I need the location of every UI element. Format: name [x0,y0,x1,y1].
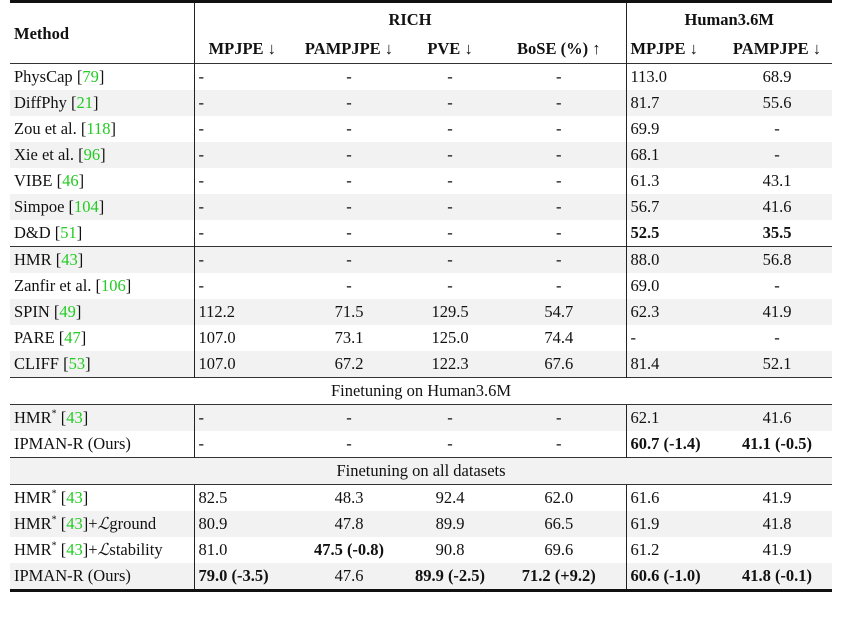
value-cell: - [346,171,352,190]
value-cell: 66.5 [492,511,626,537]
value-cell: 122.3 [408,351,492,378]
value-cell: 61.9 [626,511,722,537]
value-cell: 69.6 [544,540,574,559]
method-cell: Zou et al. [118] [14,119,117,138]
value-cell: 81.0 [194,537,290,563]
value-cell: - [194,273,290,299]
value-cell: - [492,405,626,432]
value-cell: 88.0 [626,247,722,274]
value-cell: 41.8 (-0.1) [722,563,832,591]
method-name: CLIFF [14,354,59,373]
table-row [10,485,832,512]
value-cell: - [194,64,290,91]
citation-link[interactable]: 43 [61,250,78,269]
method-name: D&D [14,223,51,242]
value-cell: - [556,223,562,242]
method-name: Xie et al. [14,145,75,164]
method-cell [10,431,194,458]
loss-symbol: ℒ [97,540,110,559]
table-row [10,220,832,247]
method-name: Zou et al. [14,119,77,138]
method-name: Zanfir et al. [14,276,92,295]
asterisk-mark: * [51,514,57,526]
table-row [10,511,832,537]
table-row [10,273,832,299]
value-cell: 71.2 (+9.2) [492,563,626,591]
value-cell: 89.9 (-2.5) [408,563,492,591]
value-cell: - [194,116,290,142]
method-name: HMR [14,250,52,269]
value-cell: 92.4 [408,485,492,512]
loss-name: stability [109,540,163,559]
table-row [10,325,832,351]
value-cell: 90.8 [435,540,465,559]
value-cell: - [626,325,722,351]
method-name: HMR [14,514,52,533]
method-cell: HMR* [43]+ℒground [10,511,194,537]
value-cell: - [408,194,492,220]
section-title-row [10,458,832,485]
value-cell: 43.1 [762,171,792,190]
value-cell: - [194,431,290,458]
asterisk-mark: * [51,540,57,552]
citation-link[interactable]: 53 [68,354,86,373]
method-cell: DiffPhy [21] [10,90,194,116]
value-cell: 74.4 [544,328,574,347]
value-cell: - [346,223,352,242]
value-cell: - [408,64,492,91]
value-cell: - [194,142,290,168]
value-cell: - [556,171,562,190]
method-cell: PhysCap [79] [10,64,194,91]
method-cell: HMR [43] [10,247,194,274]
citation-link[interactable]: 106 [101,276,126,295]
method-cell: SPIN [49] [10,299,194,325]
citation-link[interactable]: 43 [66,514,83,533]
value-cell: 61.3 [626,168,722,194]
citation-link[interactable]: 51 [60,223,77,242]
value-cell: 55.6 [722,90,832,116]
value-cell: - [346,276,352,295]
citation-link[interactable]: 43 [66,540,83,559]
value-cell: 81.4 [626,351,722,378]
value-cell: 41.9 [722,299,832,325]
value-cell: 62.1 [626,405,722,432]
citation-link[interactable]: 47 [64,328,81,347]
table-row [10,90,832,116]
value-cell: - [194,247,290,274]
value-cell: 52.1 [722,351,832,378]
value-cell: - [492,90,626,116]
value-cell: 81.7 [626,90,722,116]
value-cell: - [194,220,290,247]
value-cell: - [290,142,408,168]
value-cell: 82.5 [194,485,290,512]
value-cell: 112.2 [194,299,290,325]
value-cell: 56.7 [626,194,722,220]
value-cell: 69.9 [626,116,722,142]
value-cell: - [556,119,562,138]
method-cell: D&D [51] [14,223,83,242]
value-cell: - [492,194,626,220]
h36m-group-header: Human3.6M [626,2,832,36]
loss-symbol: ℒ [97,514,110,533]
value-cell: 79.0 (-3.5) [194,563,290,591]
section-title: Finetuning on Human3.6M [10,378,832,405]
value-cell: - [346,434,352,453]
method-cell: HMR* [43] [10,405,194,432]
value-cell: 67.2 [290,351,408,378]
value-cell: - [774,119,780,138]
value-cell: 73.1 [334,328,364,347]
value-cell: 41.6 [722,405,832,432]
value-cell: 60.7 (-1.4) [626,431,722,458]
value-cell: - [447,171,453,190]
value-cell: 80.9 [194,511,290,537]
value-cell: 52.5 [626,220,722,247]
value-cell: - [408,142,492,168]
col-h36m-mpjpe: MPJPE ↓ [626,35,722,64]
value-cell: 56.8 [722,247,832,274]
citation-link[interactable]: 118 [86,119,111,138]
loss-name: ground [109,514,157,533]
citation-link[interactable]: 43 [66,488,83,507]
results-table [10,0,832,592]
value-cell: 67.6 [492,351,626,378]
table-row [10,563,832,591]
rich-group-header: RICH [194,2,626,36]
citation-link[interactable]: 49 [59,302,76,321]
value-cell: 61.6 [626,485,722,512]
table-row [10,431,832,458]
col-rich-mpjpe: MPJPE ↓ [194,35,290,64]
method-name: HMR [14,488,52,507]
value-cell: 47.5 (-0.8) [313,540,385,559]
table-row [10,405,832,432]
method-name: HMR [14,540,52,559]
value-cell: 69.0 [626,273,722,299]
value-cell: - [408,405,492,432]
value-cell: 35.5 [762,223,792,242]
citation-link[interactable]: 43 [66,408,83,427]
method-name: DiffPhy [14,93,67,112]
value-cell: 41.8 [722,511,832,537]
value-cell: - [194,90,290,116]
value-cell: - [194,194,290,220]
asterisk-mark: * [51,408,57,420]
value-cell: - [774,276,780,295]
section-title-row [10,378,832,405]
citation-link[interactable]: 21 [76,93,93,112]
value-cell: - [774,328,780,347]
value-cell: 62.0 [492,485,626,512]
value-cell: 47.8 [290,511,408,537]
value-cell: 60.6 (-1.0) [626,563,722,591]
value-cell: - [492,142,626,168]
value-cell: 68.9 [722,64,832,91]
value-cell: - [447,119,453,138]
method-name: HMR [14,408,52,427]
value-cell: - [722,142,832,168]
plus-operator: + [88,540,98,559]
section-title: Finetuning on all datasets [10,458,832,485]
results-table-container [10,0,832,592]
value-cell: - [447,223,453,242]
value-cell: 54.7 [492,299,626,325]
col-rich-pampjpe: PAMPJPE ↓ [304,39,394,58]
method-cell: Xie et al. [96] [10,142,194,168]
value-cell: - [447,434,453,453]
table-row [10,247,832,274]
value-cell: 71.5 [290,299,408,325]
method-name: SPIN [14,302,50,321]
method-name: IPMAN-R (Ours) [14,434,131,453]
value-cell: - [408,90,492,116]
value-cell: 107.0 [194,351,290,378]
value-cell: - [290,64,408,91]
value-cell: 107.0 [194,325,290,351]
value-cell: - [556,434,562,453]
method-cell: Simpoe [104] [10,194,194,220]
method-name: Simpoe [14,197,65,216]
value-cell: 41.9 [722,485,832,512]
table-row [10,299,832,325]
col-rich-pve: PVE ↓ [427,39,473,58]
method-cell: HMR* [43] [10,485,194,512]
table-row [10,194,832,220]
table-row [10,537,832,563]
value-cell: 48.3 [290,485,408,512]
citation-link[interactable]: 46 [62,171,79,190]
col-h36m-pampjpe: PAMPJPE ↓ [732,39,822,58]
method-cell: Zanfir et al. [106] [14,276,132,295]
table-row [10,116,832,142]
method-name: IPMAN-R (Ours) [14,566,131,585]
value-cell: 89.9 [408,511,492,537]
table-row [10,168,832,194]
col-rich-bose: BoSE (%) ↑ [517,39,601,58]
value-cell: - [194,405,290,432]
table-row [10,64,832,91]
value-cell: 113.0 [626,64,722,91]
value-cell: 62.3 [626,299,722,325]
value-cell: - [447,276,453,295]
value-cell: 41.6 [722,194,832,220]
value-cell: - [556,276,562,295]
value-cell: 41.1 (-0.5) [741,434,813,453]
value-cell: - [492,247,626,274]
plus-operator: + [88,514,98,533]
method-cell: VIBE [46] [14,171,85,190]
value-cell: 41.9 [762,540,792,559]
header-row-groups [10,2,832,36]
method-name: PARE [14,328,55,347]
method-cell: PARE [47] [14,328,87,347]
value-cell: - [290,90,408,116]
method-name: PhysCap [14,67,73,86]
value-cell: - [290,247,408,274]
method-cell: CLIFF [53] [10,351,194,378]
value-cell: 68.1 [626,142,722,168]
table-row [10,351,832,378]
table-row [10,142,832,168]
method-header: Method [14,24,69,43]
value-cell: 47.6 [290,563,408,591]
value-cell: - [290,194,408,220]
citation-link[interactable]: 96 [83,145,101,164]
value-cell: 125.0 [431,328,469,347]
citation-link[interactable]: 104 [74,197,99,216]
method-name: VIBE [14,171,53,190]
value-cell: - [290,405,408,432]
value-cell: 61.2 [626,537,722,563]
method-cell: HMR* [43]+ℒstability [14,540,163,559]
asterisk-mark: * [51,488,57,500]
value-cell: 129.5 [408,299,492,325]
value-cell: - [346,119,352,138]
table-body [10,64,832,591]
value-cell: - [408,247,492,274]
value-cell: - [194,168,290,194]
citation-link[interactable]: 79 [82,67,99,86]
method-cell [10,563,194,591]
value-cell: - [492,64,626,91]
